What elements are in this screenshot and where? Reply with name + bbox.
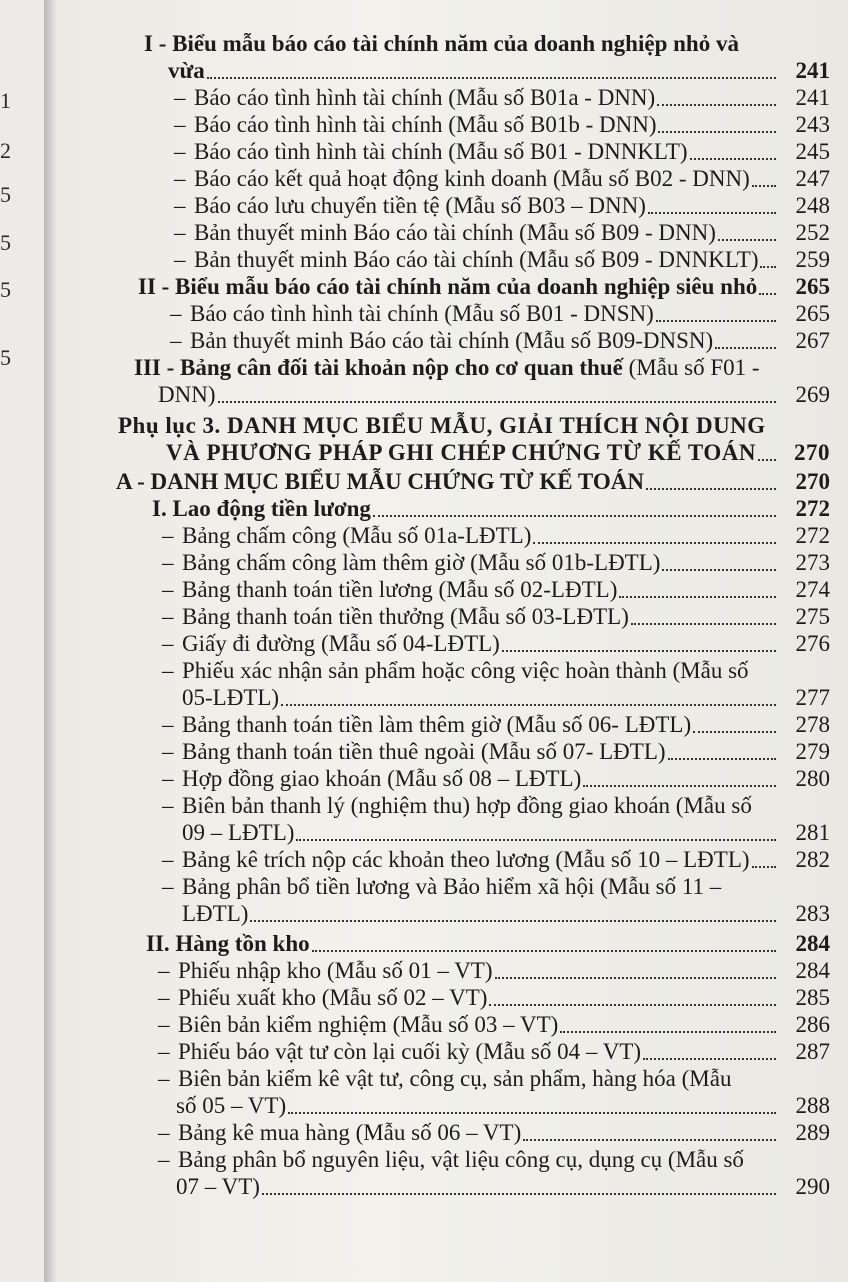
appendix-3-title: Phụ lục 3. DANH MỤC BIỂU MẪU, GIẢI THÍCH NỘI DUNG xyxy=(118,413,766,438)
toc-entry-wrap: – Biên bản thanh lý (nghiệm thu) hợp đồng giao khoán (Mẫu số xyxy=(162,793,752,818)
toc-entry: – Báo cáo tình hình tài chính (Mẫu số B01 - DNNKLT) 245 xyxy=(174,139,830,164)
book-gutter xyxy=(44,0,56,1282)
toc-entry: – Giấy đi đường (Mẫu số 04-LĐTL) 276 xyxy=(162,631,830,656)
toc-entry: – Bảng thanh toán tiền lương (Mẫu số 02-LĐTL) 274 xyxy=(162,577,830,602)
toc-entry-cont: 05-LĐTL) 277 xyxy=(182,685,830,710)
inventory-section-title: II. Hàng tồn kho 284 xyxy=(146,931,830,956)
toc-entry: – Hợp đồng giao khoán (Mẫu số 08 – LĐTL) 280 xyxy=(162,766,830,791)
section-ii-title: II - Biểu mẫu báo cáo tài chính năm của doanh nghiệp siêu nhỏ 265 xyxy=(138,274,830,299)
facing-page-number: 5 xyxy=(0,230,11,255)
toc-entry: – Bản thuyết minh Báo cáo tài chính (Mẫu số B09 - DNN) 252 xyxy=(174,220,830,245)
section-iii-title: III - Bảng cân đối tài khoản nộp cho cơ quan thuế (Mẫu số F01 - xyxy=(134,355,760,380)
toc-entry: – Phiếu nhập kho (Mẫu số 01 – VT) 284 xyxy=(158,958,830,983)
toc-entry: – Bảng thanh toán tiền thuê ngoài (Mẫu số 07- LĐTL) 279 xyxy=(162,739,830,764)
toc-entry: – Báo cáo kết quả hoạt động kinh doanh (Mẫu số B02 - DNN) 247 xyxy=(174,166,830,191)
section-i-title: I - Biểu mẫu báo cáo tài chính năm của doanh nghiệp nhỏ và xyxy=(144,31,739,56)
toc-entry: – Bản thuyết minh Báo cáo tài chính (Mẫu số B09-DNSN) 267 xyxy=(170,328,830,353)
toc-entry: – Bảng thanh toán tiền thưởng (Mẫu số 03-LĐTL) 275 xyxy=(162,604,830,629)
toc-entry: – Bản thuyết minh Báo cáo tài chính (Mẫu số B09 - DNNKLT) 259 xyxy=(174,247,830,272)
facing-page-number: 2 xyxy=(0,138,11,163)
facing-page-number: 5 xyxy=(0,277,11,302)
toc-entry: – Báo cáo tình hình tài chính (Mẫu số B01 - DNSN) 265 xyxy=(170,301,830,326)
section-i-row: vừa 241 xyxy=(168,58,830,83)
toc-entry: – Bảng thanh toán tiền làm thêm giờ (Mẫu số 06- LĐTL) 278 xyxy=(162,712,830,737)
toc-entry-cont: 07 – VT) 290 xyxy=(176,1174,830,1199)
toc-entry: – Báo cáo tình hình tài chính (Mẫu số B01a - DNN) 241 xyxy=(174,85,830,110)
toc-entry-cont: LĐTL) 283 xyxy=(182,901,830,926)
toc-entry-wrap: – Phiếu xác nhận sản phẩm hoặc công việc hoàn thành (Mẫu số xyxy=(162,658,749,683)
toc-entry-wrap: – Bảng phân bổ tiền lương và Bảo hiểm xã hội (Mẫu số 11 – xyxy=(162,874,722,899)
facing-page-number: 1 xyxy=(0,88,11,113)
facing-page-edge xyxy=(0,0,44,1282)
toc-entry: – Phiếu báo vật tư còn lại cuối kỳ (Mẫu số 04 – VT) 287 xyxy=(158,1039,830,1064)
appendix-3-row: VÀ PHƯƠNG PHÁP GHI CHÉP CHỨNG TỪ KẾ TOÁN 270 xyxy=(166,440,830,465)
facing-page-number: 5 xyxy=(0,182,11,207)
toc-entry-cont: số 05 – VT) 288 xyxy=(176,1093,830,1118)
section-a-title: A - DANH MỤC BIỂU MẪU CHỨNG TỪ KẾ TOÁN 270 xyxy=(116,469,830,494)
toc-entry: – Báo cáo tình hình tài chính (Mẫu số B01b - DNN) 243 xyxy=(174,112,830,137)
toc-entry: – Báo cáo lưu chuyển tiền tệ (Mẫu số B03 – DNN) 248 xyxy=(174,193,830,218)
toc-entry: – Phiếu xuất kho (Mẫu số 02 – VT) 285 xyxy=(158,985,830,1010)
labor-section-title: I. Lao động tiền lương 272 xyxy=(152,496,830,521)
toc-entry: – Bảng kê trích nộp các khoản theo lương (Mẫu số 10 – LĐTL) 282 xyxy=(162,847,830,872)
section-iii-row: DNN) 269 xyxy=(158,382,830,407)
toc-entry-cont: 09 – LĐTL) 281 xyxy=(182,820,830,845)
facing-page-number: 5 xyxy=(0,345,11,370)
toc-entry: – Biên bản kiểm nghiệm (Mẫu số 03 – VT) 286 xyxy=(158,1012,830,1037)
toc-entry: – Bảng kê mua hàng (Mẫu số 06 – VT) 289 xyxy=(158,1120,830,1145)
table-of-contents xyxy=(70,30,830,1200)
toc-entry-wrap: – Biên bản kiểm kê vật tư, công cụ, sản phẩm, hàng hóa (Mẫu xyxy=(158,1066,732,1091)
toc-entry-wrap: – Bảng phân bổ nguyên liệu, vật liệu công cụ, dụng cụ (Mẫu số xyxy=(158,1147,744,1172)
toc-entry: – Bảng chấm công làm thêm giờ (Mẫu số 01b-LĐTL) 273 xyxy=(162,550,830,575)
toc-entry: – Bảng chấm công (Mẫu số 01a-LĐTL) 272 xyxy=(162,523,830,548)
